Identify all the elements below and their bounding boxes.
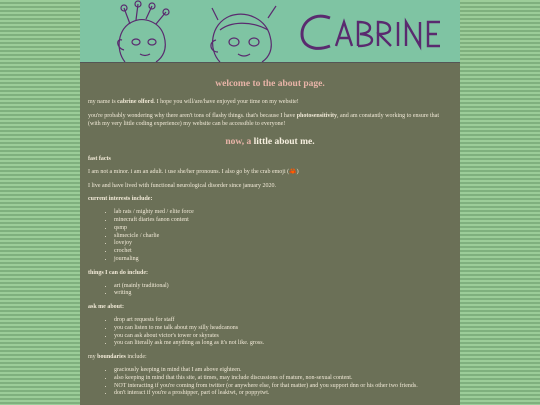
ask-me-title: ask me about: — [88, 304, 125, 311]
list-item: • also keeping in mind that this site, at times, may include discussions of mature, non-sexual content. — [114, 375, 452, 383]
can-do-title: things I can do include: — [88, 269, 149, 276]
list-item: • minecraft diaries fanon content — [114, 217, 452, 225]
face-sketch-1 — [118, 1, 169, 62]
list-item: • drop art requests for staff — [114, 317, 452, 325]
list-item: • NOT interacting if you're coming from twitter (or anywhere else, for that matter) and you support dnn or his other two friends. — [114, 383, 452, 391]
interests-section — [88, 196, 452, 263]
header-banner — [80, 0, 460, 63]
list-item: • lab rats / mighty med / elite force — [114, 209, 452, 217]
list-item: • art (mainly traditional) — [114, 283, 452, 291]
photo-note-pre: you're probably wondering why there aren't tons of flashy things. that's because I have — [88, 113, 297, 120]
ask-me-list — [88, 317, 452, 348]
logo-lettering — [302, 16, 440, 48]
list-item: • you can ask about victor's tower or skyrates — [114, 333, 452, 341]
now-heading-rest: little about me. — [253, 136, 315, 147]
boundaries-bold: boundaries — [97, 354, 126, 361]
intro-name: cabrine olford — [117, 99, 154, 106]
boundaries-title — [88, 354, 452, 362]
fast-facts-section — [88, 156, 452, 190]
about-content — [80, 66, 460, 404]
photo-note-bold: photosensitivity — [296, 113, 338, 120]
intro-text — [88, 99, 452, 107]
intro-post: . I hope you will/are/have enjoyed your time on my website! — [153, 99, 299, 106]
page-container — [80, 0, 460, 405]
banner-drawing — [80, 0, 460, 62]
face-sketch-2 — [211, 6, 276, 62]
boundaries-post: include: — [125, 354, 147, 361]
welcome-heading: welcome to the about page. — [215, 79, 325, 89]
list-item: • slimecicle / charlie — [114, 233, 452, 241]
interests-title: current interests include: — [88, 196, 153, 203]
now-heading-prefix: now, a — [225, 136, 254, 147]
ask-me-section — [88, 304, 452, 348]
boundaries-list — [88, 367, 452, 398]
boundaries-pre: my — [88, 354, 98, 361]
photo-note-post: , and am constantly working to ensure that (with my very little coding experience) my website can be accessible to everyone! — [88, 113, 440, 127]
fast-facts-line-1: I am not a minor. i am an adult. i use she/her pronouns. I also go by the crab emoji (🦀) — [88, 168, 299, 175]
fast-facts-line-2: I live and have lived with functional neurological disorder since january 2020. — [88, 182, 276, 189]
now-heading — [80, 136, 460, 148]
interests-list — [88, 209, 452, 264]
photosensitivity-note — [88, 113, 452, 129]
list-item: • qsmp — [114, 225, 452, 233]
list-item: • crochet — [114, 248, 452, 256]
fast-facts-title: fast facts — [88, 156, 111, 163]
list-item: • don't interact if you're a proshipper, part of leaktwt, or poppytwt. — [114, 390, 452, 398]
boundaries-section — [88, 354, 452, 398]
list-item: • lovejoy — [114, 240, 452, 248]
list-item: • graciously keeping in mind that I am above eighteen. — [114, 367, 452, 375]
can-do-list — [88, 283, 452, 299]
list-item: • you can listen to me talk about my silly headcanons — [114, 325, 452, 333]
intro-pre: my name is — [88, 99, 118, 106]
can-do-section — [88, 270, 452, 298]
list-item: • you can literally ask me anything as long as it's not like. gross. — [114, 340, 452, 348]
list-item: • journaling — [114, 256, 452, 264]
list-item: • writing — [114, 290, 452, 298]
